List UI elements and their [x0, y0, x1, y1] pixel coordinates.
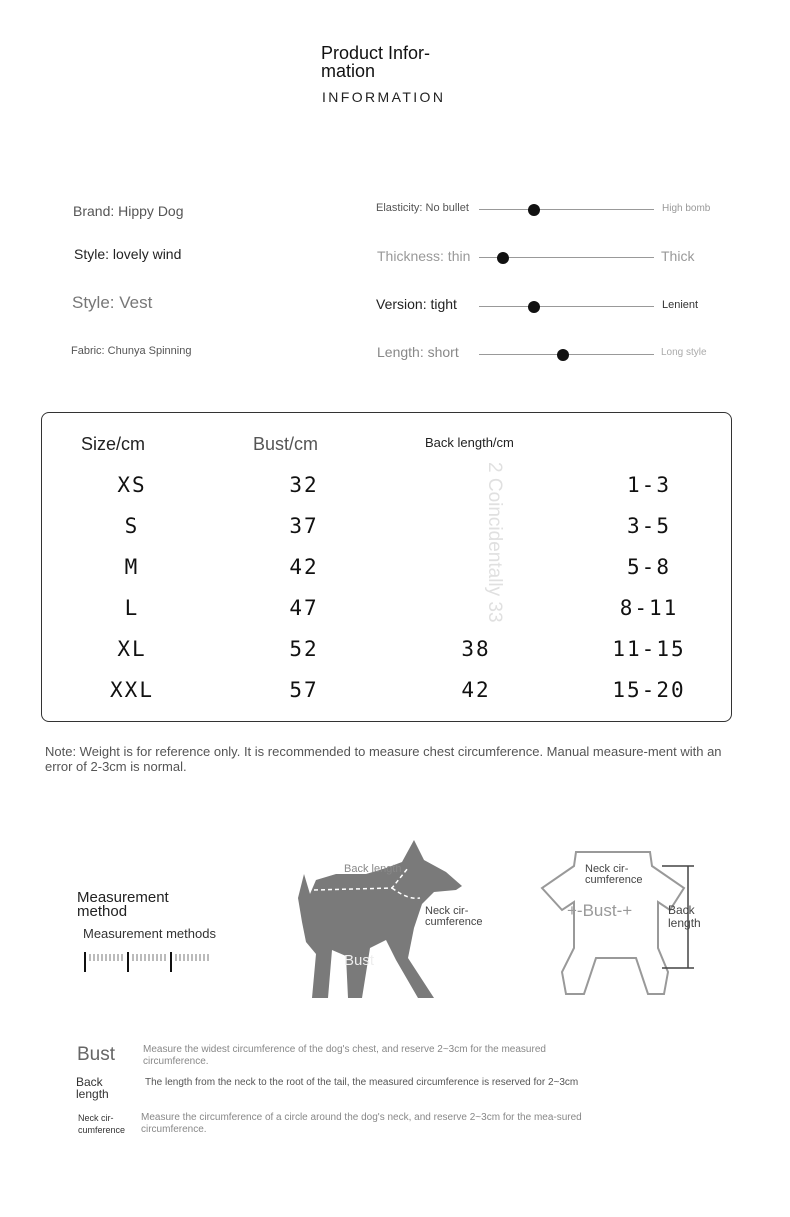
slider-track-elasticity — [479, 209, 654, 210]
slider-label-thickness: Thickness: thin — [377, 248, 471, 264]
slider-label-version: Version: tight — [376, 296, 457, 312]
fabric-attribute: Fabric: Chunya Spinning — [71, 345, 192, 357]
definition-term-neck: Neck cir-cumference — [78, 1113, 126, 1135]
row-s-bust: 37 — [289, 514, 319, 538]
row-l-weight: 8-11 — [619, 596, 679, 620]
slider-high-length: Long style — [661, 347, 707, 358]
slider-high-thickness: Thick — [661, 248, 695, 264]
definition-term-back-length: Back length — [76, 1075, 109, 1101]
row-m-weight: 5-8 — [627, 555, 671, 579]
brand-attribute: Brand: Hippy Dog — [73, 203, 184, 219]
slider-high-version: Lenient — [662, 299, 699, 311]
row-xs-size: XS — [117, 473, 147, 497]
header-size: Size/cm — [81, 434, 146, 454]
row-m-bust: 42 — [289, 555, 319, 579]
table-watermark: 2 Coincidentally 33 — [484, 462, 505, 623]
definition-term-bust: Bust — [77, 1044, 116, 1065]
definition-text-bust: Measure the widest circumference of the dog's chest, and reserve 2~3cm for the measured circumference. — [143, 1044, 546, 1067]
definition-text-back-length: The length from the neck to the root of the tail, the measured circumference is reserved for 2~3cm — [145, 1077, 579, 1088]
garment-back-length-label: Back length — [668, 903, 701, 930]
slider-label-length: Length: short — [377, 344, 459, 360]
row-xxl-size: XXL — [110, 678, 154, 702]
measurement-subtitle: Measurement methods — [83, 926, 216, 941]
header-bust: Bust/cm — [253, 434, 319, 454]
row-xxl-back: 42 — [461, 678, 491, 702]
slider-dot-version — [528, 301, 540, 313]
slider-label-elasticity: Elasticity: No bullet — [376, 202, 469, 214]
page-title: Product Infor-mation — [321, 43, 431, 81]
slider-high-elasticity: High bomb — [662, 203, 711, 214]
garment-bust-label: +-Bust-+ — [567, 901, 633, 920]
row-xl-size: XL — [117, 637, 147, 661]
row-xs-bust: 32 — [289, 473, 319, 497]
row-xl-weight: 11-15 — [612, 637, 686, 661]
row-xl-bust: 52 — [289, 637, 319, 661]
slider-dot-length — [557, 349, 569, 361]
slider-track-version — [479, 306, 654, 307]
measurement-title: Measurement method — [77, 889, 169, 920]
header-back-length: Back length/cm — [425, 435, 514, 450]
row-l-size: L — [124, 596, 140, 620]
slider-dot-elasticity — [528, 204, 540, 216]
style-attribute: Style: lovely wind — [74, 246, 182, 262]
slider-dot-thickness — [497, 252, 509, 264]
dog-back-length-label: Back length — [344, 863, 402, 875]
row-m-size: M — [124, 555, 140, 579]
dog-neck-label: Neck cir-cumference — [425, 905, 483, 928]
row-l-bust: 47 — [289, 596, 319, 620]
definition-text-neck: Measure the circumference of a circle around the dog's neck, and reserve 2~3cm for the mea-sured circumference. — [141, 1112, 582, 1135]
page-subtitle: INFORMATION — [322, 89, 446, 105]
row-xl-back: 38 — [461, 637, 491, 661]
dog-bust-label: Bust — [344, 952, 375, 969]
row-xs-weight: 1-3 — [627, 473, 671, 497]
row-s-weight: 3-5 — [627, 514, 671, 538]
ruler-icon — [83, 950, 213, 974]
garment-neck-label: Neck cir-cumference — [585, 863, 643, 886]
weight-note: Note: Weight is for reference only. It is recommended to measure chest circumference. Manual measure-ment with an error of 2-3cm is normal. — [45, 744, 722, 774]
row-s-size: S — [124, 514, 140, 538]
type-attribute: Style: Vest — [72, 293, 153, 312]
row-xxl-weight: 15-20 — [612, 678, 686, 702]
row-xxl-bust: 57 — [289, 678, 319, 702]
